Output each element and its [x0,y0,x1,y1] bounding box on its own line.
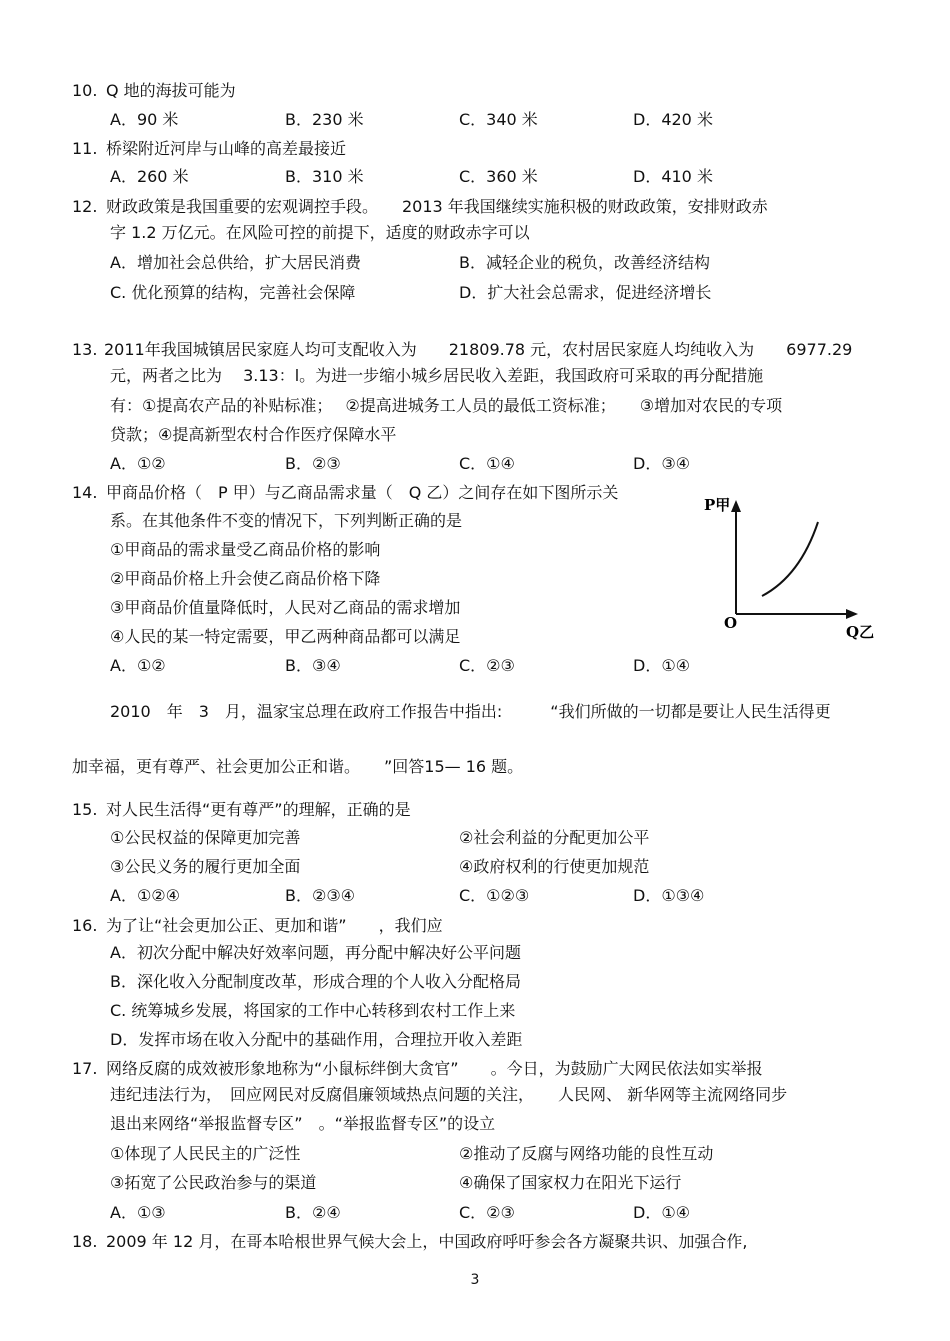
q15-option-b: B．②③④ [285,886,356,905]
question-12-stem-cont: 字 1.2 万亿元。在风险可控的前提下，适度的财政赤字可以 [110,223,530,242]
question-10-stem [72,80,236,102]
q14-item-3: ③甲商品价值量降低时，人民对乙商品的需求增加 [110,598,461,617]
question-11-stem [72,138,346,160]
q10-option-b: B．230 米 [285,110,364,129]
q15-option-a: A．①②④ [110,886,180,905]
question-13-stem-cont-1: 元，两者之比为 3.13：l。为进一步缩小城乡居民收入差距，我国政府可采取的再分配措施 [110,366,764,385]
passage-line-1: 2010 年 3 月，温家宝总理在政府工作报告中指出: “我们所做的一切都是要让人民生活得更 [110,702,831,721]
passage-line-2: 加幸福，更有尊严、社会更加公正和谐。 ”回答15— 16 题。 [72,757,524,776]
question-text: 为了让“社会更加公正、更加和谐” ，我们应 [106,916,443,935]
question-text: 桥梁附近河岸与山峰的高差最接近 [106,139,347,158]
q17-option-c: C．②③ [459,1203,515,1222]
q16-option-a: A．初次分配中解决好效率问题，再分配中解决好公平问题 [110,943,521,962]
q17-option-a: A．①③ [110,1203,166,1222]
question-text: Q 地的海拔可能为 [106,81,236,100]
question-18-stem [72,1231,747,1253]
q15-item-3: ③公民义务的履行更加全面 [110,857,301,876]
question-number: 12. [72,197,98,216]
x-axis-arrow [846,609,858,619]
q10-option-a: A．90 米 [110,110,179,129]
y-axis-label: P甲 [704,496,731,514]
page-number: 3 [470,1272,480,1288]
q11-option-d: D．410 米 [633,167,713,186]
question-number: 18. [72,1232,98,1251]
question-text: 2009 年 12 月，在哥本哈根世界气候大会上，中国政府呼吁参会各方凝聚共识、加强合作, [106,1232,748,1251]
q12-option-d: D．扩大社会总需求，促进经济增长 [459,283,712,302]
q13-option-c: C．①④ [459,454,515,473]
q11-option-b: B．310 米 [285,167,364,186]
q16-option-c: C. 统筹城乡发展，将国家的工作中心转移到农村工作上来 [110,1001,516,1020]
q15-option-d: D．①③④ [633,886,705,905]
y-axis-arrow [731,500,741,512]
question-text: 网络反腐的成效被形象地称为“小鼠标绊倒大贪官” 。今日，为鼓励广大网民依法如实举报 [106,1059,763,1078]
question-number: 16. [72,916,98,935]
question-12-stem [72,196,768,218]
question-number: 13. [72,340,98,359]
x-axis-label: Q乙 [846,623,875,641]
q14-option-a: A．①② [110,656,166,675]
q16-option-b: B．深化收入分配制度改革，形成合理的个人收入分配格局 [110,972,521,991]
q11-option-a: A．260 米 [110,167,189,186]
q17-item-2: ②推动了反腐与网络功能的良性互动 [459,1144,714,1163]
q17-option-d: D．①④ [633,1203,691,1222]
q12-option-c: C. 优化预算的结构，完善社会保障 [110,283,356,302]
q14-option-c: C．②③ [459,656,515,675]
question-17-stem [72,1058,763,1080]
q12-option-b: B．减轻企业的税负，改善经济结构 [459,253,710,272]
relationship-curve [762,522,818,596]
question-text: 对人民生活得“更有尊严”的理解，正确的是 [106,800,411,819]
origin-label: O [724,614,738,632]
question-17-stem-cont-1: 违纪违法行为， 回应网民对反腐倡廉领域热点问题的关注， 人民网、 新华网等主流网络同步 [110,1085,788,1104]
q15-item-4: ④政府权利的行使更加规范 [459,857,650,876]
question-number: 17. [72,1059,98,1078]
q12-option-a: A．增加社会总供给，扩大居民消费 [110,253,361,272]
q13-option-d: D．③④ [633,454,691,473]
question-number: 10. [72,81,98,100]
q11-option-c: C．360 米 [459,167,538,186]
question-text: 甲商品价格（ P 甲）与乙商品需求量（ Q 乙）之间存在如下图所示关 [106,483,619,502]
q17-option-b: B．②④ [285,1203,341,1222]
question-14-stem [72,482,618,504]
q13-option-b: B．②③ [285,454,341,473]
question-13-stem-cont-2: 有：①提高农产品的补贴标准； ②提高进城务工人员的最低工资标准； ③增加对农民的专项 [110,396,783,415]
question-number: 15. [72,800,98,819]
q14-option-d: D．①④ [633,656,691,675]
q10-option-d: D．420 米 [633,110,713,129]
question-15-stem [72,799,411,821]
q14-item-1: ①甲商品的需求量受乙商品价格的影响 [110,540,381,559]
question-text: 2011年我国城镇居民家庭人均可支配收入为 21809.78 元，农村居民家庭人均纯收入为 6977.29 [104,340,853,359]
q17-item-3: ③拓宽了公民政治参与的渠道 [110,1173,317,1192]
q15-item-2: ②社会利益的分配更加公平 [459,828,650,847]
question-text: 财政政策是我国重要的宏观调控手段。 2013 年我国继续实施积极的财政政策，安排财政赤 [106,197,768,216]
question-number: 14. [72,483,98,502]
question-13-stem [72,339,852,361]
question-number: 11. [72,139,98,158]
question-13-stem-cont-3: 贷款；④提高新型农村合作医疗保障水平 [110,425,397,444]
q15-item-1: ①公民权益的保障更加完善 [110,828,301,847]
q10-option-c: C．340 米 [459,110,538,129]
q14-option-b: B．③④ [285,656,341,675]
question-14-stem-cont: 系。在其他条件不变的情况下，下列判断正确的是 [110,511,463,530]
q17-item-1: ①体现了人民民主的广泛性 [110,1144,301,1163]
question-17-stem-cont-2: 退出来网络“举报监督专区” 。“举报监督专区”的设立 [110,1114,496,1133]
question-16-stem [72,915,443,937]
q17-item-4: ④确保了国家权力在阳光下运行 [459,1173,682,1192]
q16-option-d: D．发挥市场在收入分配中的基础作用，合理拉开收入差距 [110,1030,523,1049]
q14-item-4: ④人民的某一特定需要，甲乙两种商品都可以满足 [110,627,461,646]
price-demand-graph [700,492,875,642]
q13-option-a: A．①② [110,454,166,473]
q14-item-2: ②甲商品价格上升会使乙商品价格下降 [110,569,381,588]
q15-option-c: C．①②③ [459,886,530,905]
